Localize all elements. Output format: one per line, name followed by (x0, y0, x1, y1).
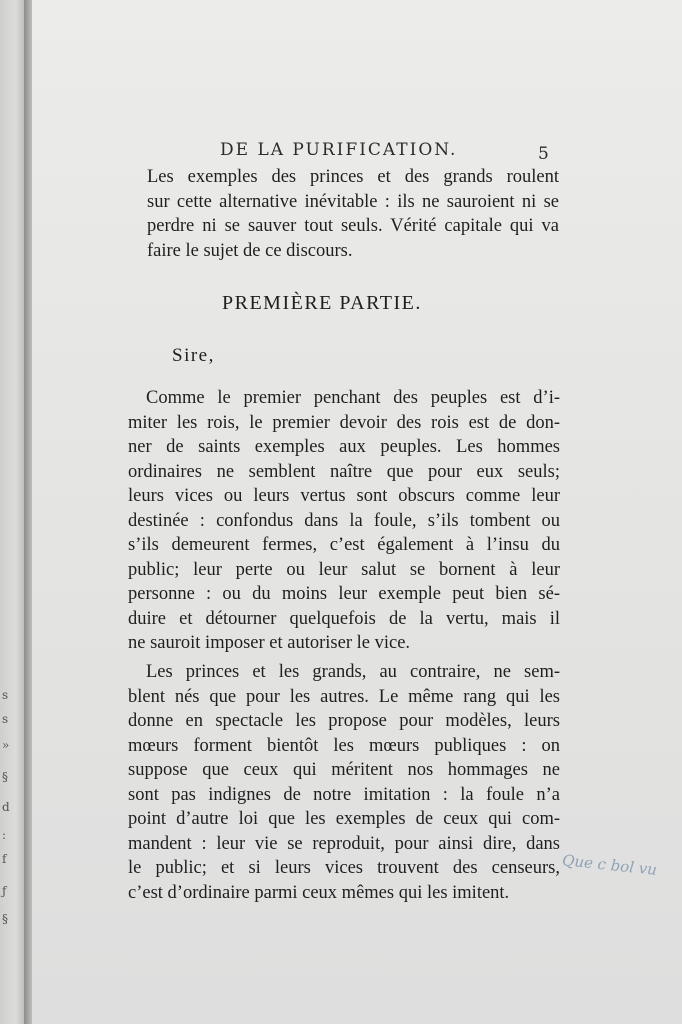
text-line: point d’autre loi que les exemples de ceux qui com- (128, 809, 560, 829)
text-line: ne sauroit imposer et autoriser le vice. (128, 633, 411, 653)
running-head: DE LA PURIFICATION. (220, 140, 458, 160)
edge-glyph: s (2, 688, 9, 702)
text-line: mœurs forment bientôt les mœurs publiques : on (128, 735, 560, 756)
text-line: leurs vices ou leurs vertus sont obscurs comme leur (128, 486, 560, 506)
text-line: blent nés que pour les autres. Le même rang qui les (128, 686, 560, 707)
paragraph-2 (128, 660, 560, 905)
intro-paragraph (147, 165, 559, 263)
text-line: Les exemples des princes et des grands roulent (147, 167, 559, 187)
text-line: ordinaires ne semblent naître que pour eux seuls; (128, 461, 560, 482)
left-page-edge (0, 0, 26, 1024)
paragraph-1 (128, 386, 560, 656)
edge-glyph: § (2, 912, 8, 926)
text-line: mandent : leur vie se reproduit, pour ainsi dire, dans (128, 833, 560, 854)
text-line: miter les rois, le premier devoir des rois est de don- (128, 412, 560, 433)
text-line: donne en spectacle les propose pour modèles, leurs (128, 711, 560, 731)
edge-glyph: d (2, 800, 10, 814)
edge-glyph: ƒ (2, 884, 7, 898)
part-title: PREMIÈRE PARTIE. (222, 292, 422, 314)
edge-glyph: s (2, 712, 9, 726)
text-line: le public; et si leurs vices trouvent des censeurs, (128, 858, 560, 878)
text-line: Les princes et les grands, au contraire, ne sem- (146, 662, 560, 682)
text-line: public; leur perte ou leur salut se bornent à leur (128, 559, 560, 580)
text-line: c’est d’ordinaire parmi ceux mêmes qui les imitent. (128, 882, 510, 903)
text-line: destinée : confondus dans la foule, s’ils tombent ou (128, 510, 560, 531)
text-line: ner de saints exemples aux peuples. Les hommes (128, 437, 560, 457)
text-line: sur cette alternative inévitable : ils ne sauroient ni se (147, 191, 559, 212)
edge-glyph: § (2, 770, 8, 784)
text-line: personne : ou du moins leur exemple peut bien sé- (128, 584, 560, 604)
text-line: suppose que ceux qui méritent nos hommages ne (128, 760, 560, 780)
salutation: Sire, (172, 345, 215, 366)
text-line: Comme le premier penchant des peuples est d’i- (146, 388, 560, 408)
edge-glyph: f (2, 852, 7, 866)
page-number: 5 (538, 144, 549, 164)
text-line: sont pas indignes de notre imitation : la foule n’a (128, 784, 560, 805)
edge-glyph: : (2, 828, 7, 842)
text-line: s’ils demeurent fermes, c’est également à l’insu du (128, 535, 560, 555)
text-line: faire le sujet de ce discours. (147, 240, 353, 261)
text-line: duire et détourner quelquefois de la vertu, mais il (128, 608, 560, 629)
edge-glyph: » (2, 738, 10, 752)
handwritten-margin-note: Que c bol vu (561, 851, 658, 879)
text-line: perdre ni se sauver tout seuls. Vérité capitale qui va (147, 216, 559, 236)
